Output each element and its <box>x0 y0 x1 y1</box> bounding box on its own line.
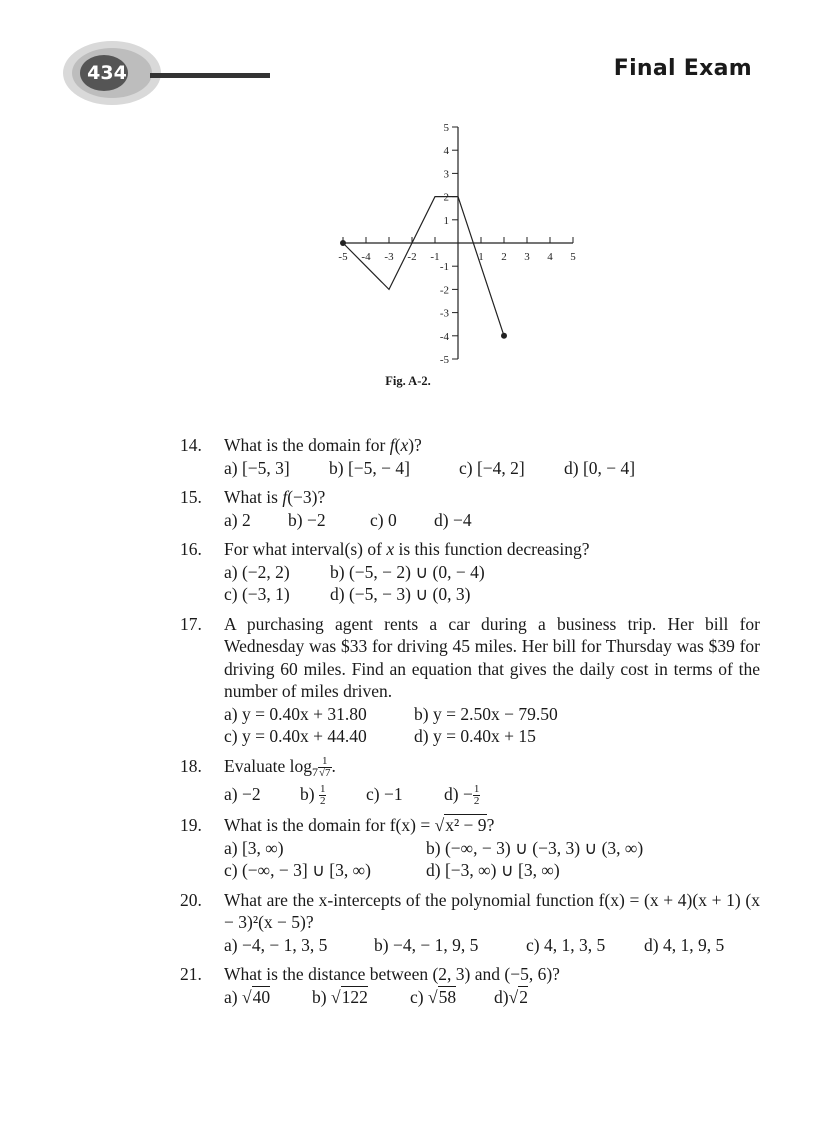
option-c: c) √58 <box>410 986 457 1007</box>
running-head: Final Exam <box>613 56 752 81</box>
question-list <box>180 434 760 1015</box>
question-number: 16. <box>180 539 202 559</box>
answer-options <box>224 509 760 532</box>
y-tick-label: -2 <box>439 284 449 297</box>
x-tick-label: 5 <box>570 251 576 263</box>
question-text: What is the domain for f(x)? <box>224 435 422 455</box>
x-tick-label: -2 <box>407 251 417 263</box>
option-d: d) [−3, ∞) ∪ [3, ∞) <box>426 860 560 881</box>
question-number: 17. <box>180 613 202 634</box>
option-b: b) (−∞, − 3) ∪ (−3, 3) ∪ (3, ∞) <box>426 837 644 858</box>
figure-caption: Fig. A-2. <box>385 374 431 388</box>
option-a: a) −2 <box>224 784 261 804</box>
question-text: What is f(−3)? <box>224 487 326 507</box>
question-17 <box>180 613 760 748</box>
question-number: 14. <box>180 435 202 455</box>
option-c: c) y = 0.40x + 44.40 <box>224 726 367 746</box>
y-tick-label: -4 <box>439 330 449 343</box>
question-number: 19. <box>180 815 202 836</box>
endpoint-right <box>501 333 507 339</box>
option-a: a) [−5, 3] <box>224 457 290 478</box>
option-d: d) −4 <box>434 509 472 530</box>
option-d: d) [0, − 4] <box>564 457 636 478</box>
question-19 <box>180 814 760 882</box>
answer-options <box>224 859 760 882</box>
question-text: What is the distance between (2, 3) and (−5, 6)? <box>224 964 560 985</box>
question-number: 15. <box>180 487 202 507</box>
x-tick-label: -4 <box>361 251 371 263</box>
y-tick-label: 5 <box>443 122 449 134</box>
option-d: d) − $\frac{1}{2}$ <box>444 783 480 808</box>
question-18 <box>180 755 760 808</box>
question-15 <box>180 486 760 531</box>
option-d: d) (−5, − 3) ∪ (0, 3) <box>330 584 471 604</box>
option-a: a) 2 <box>224 509 251 530</box>
question-text: Evaluate $\log_7$ $\frac{1}{√7}$ . <box>224 754 336 779</box>
answer-options <box>224 837 760 860</box>
question-number: 21. <box>180 964 202 985</box>
fraction: $\frac{1}{√7}$ <box>318 754 331 779</box>
option-c: c) [−4, 2] <box>459 457 525 478</box>
function-line <box>343 197 504 336</box>
option-b: b) −4, − 1, 9, 5 <box>374 934 479 955</box>
question-16 <box>180 538 760 606</box>
question-text: What is the domain for f(x) = √x² − 9? <box>224 815 495 836</box>
question-14 <box>180 434 760 479</box>
option-a: a) [3, ∞) <box>224 837 284 858</box>
page-number: 434 <box>87 62 127 84</box>
y-tick-label: -5 <box>439 354 449 366</box>
answer-options <box>224 986 760 1009</box>
x-tick-label: -1 <box>430 251 440 263</box>
question-text: A purchasing agent rents a car during a business trip. Her bill for Wednesday was $33 for driving 45 miles. Her bill for Thursday was $39 for driving 60 miles. Find an equation that gives the daily cost in terms of the number of miles driven. <box>224 613 760 701</box>
option-b: b) $\frac{1}{2}$ <box>300 783 326 808</box>
x-tick-label: -3 <box>384 251 394 263</box>
option-c: c) 4, 1, 3, 5 <box>526 934 606 955</box>
option-b: b) [−5, − 4] <box>329 457 410 478</box>
x-tick-label: -5 <box>338 251 348 263</box>
option-a: a) y = 0.40x + 31.80 <box>224 703 367 724</box>
answer-options <box>224 725 760 748</box>
option-b: b) y = 2.50x − 79.50 <box>414 703 558 724</box>
x-tick-label: 1 <box>478 251 484 263</box>
answer-options <box>224 457 760 480</box>
answer-options <box>224 561 760 584</box>
option-c: c) (−∞, − 3] ∪ [3, ∞) <box>224 860 371 881</box>
y-tick-label: 3 <box>443 168 449 181</box>
question-21 <box>180 963 760 1008</box>
y-tick-label: -1 <box>439 261 449 274</box>
y-tick-label: 4 <box>443 145 449 158</box>
option-c: c) 0 <box>370 509 397 530</box>
answer-options <box>224 934 760 957</box>
graph-axes <box>343 127 573 359</box>
y-axis-ticks <box>440 122 458 366</box>
x-axis-ticks <box>338 237 576 263</box>
endpoint-left <box>340 240 346 246</box>
answer-options <box>224 703 760 726</box>
function-graph <box>0 0 816 400</box>
question-text: For what interval(s) of x is this function decreasing? <box>224 539 590 559</box>
answer-options <box>224 583 760 606</box>
question-number: 20. <box>180 889 202 910</box>
question-number: 18. <box>180 755 202 776</box>
y-tick-label: -3 <box>439 307 449 320</box>
question-20 <box>180 889 760 957</box>
y-tick-label: 2 <box>443 191 449 204</box>
question-text: What are the x-intercepts of the polynomial function f(x) = (x + 4)(x + 1) (x − 3)²(x − 5)? <box>224 889 760 933</box>
option-b: b) −2 <box>288 509 326 530</box>
option-a: a) −4, − 1, 3, 5 <box>224 934 328 955</box>
y-tick-label: 1 <box>443 214 449 227</box>
option-c: c) (−3, 1) <box>224 584 290 604</box>
answer-options <box>224 783 760 807</box>
option-b: b) (−5, − 2) ∪ (0, − 4) <box>330 561 485 582</box>
option-d: d) y = 0.40x + 15 <box>414 726 536 746</box>
x-tick-label: 3 <box>524 251 530 263</box>
option-d: d)√2 <box>494 986 528 1007</box>
option-a: a) √40 <box>224 986 271 1007</box>
option-d: d) 4, 1, 9, 5 <box>644 934 725 955</box>
x-tick-label: 4 <box>547 251 553 263</box>
option-a: a) (−2, 2) <box>224 561 290 582</box>
x-tick-label: 2 <box>501 251 507 263</box>
option-b: b) √122 <box>312 986 368 1007</box>
option-c: c) −1 <box>366 784 403 804</box>
